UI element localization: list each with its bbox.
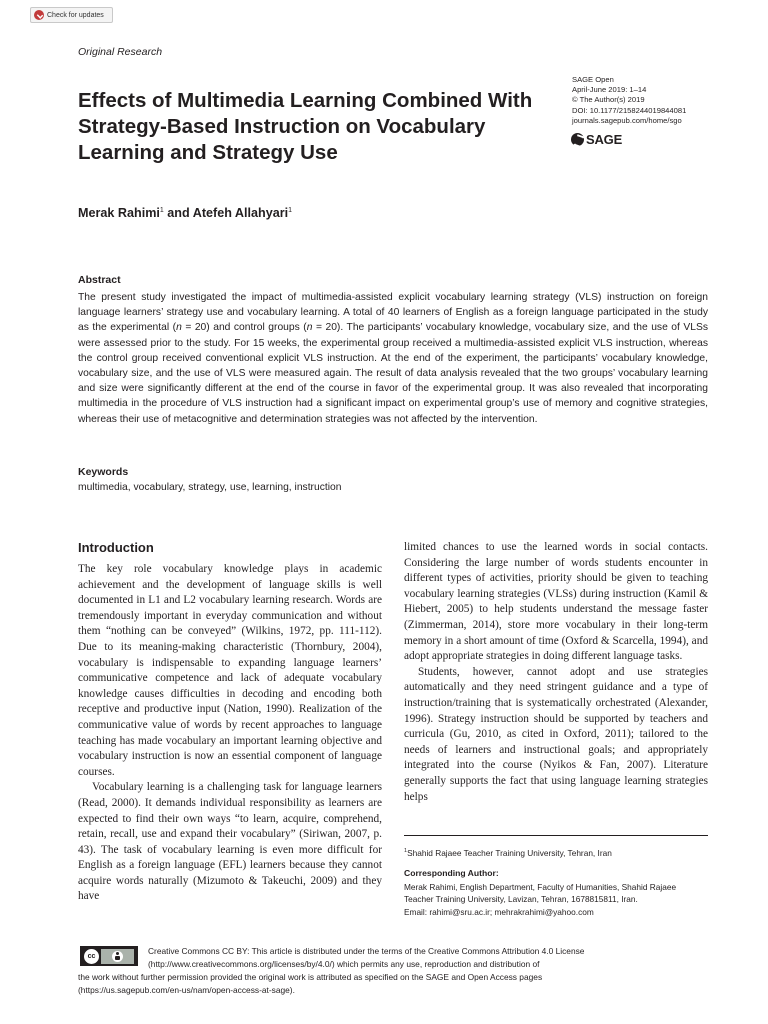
corresponding-line: Merak Rahimi, English Department, Faculty of Humanities, Shahid Rajaee <box>404 882 677 892</box>
keywords-text: multimedia, vocabulary, strategy, use, learning, instruction <box>78 482 342 493</box>
check-for-updates-icon <box>34 10 44 20</box>
journal-meta <box>572 75 752 126</box>
author-conjunction: and <box>163 206 193 220</box>
paragraph: Students, however, cannot adopt and use strategies automatically and they need stringent guidance and a type of instruction/training that is systematically orchestrated (Alexander, 1996). Strategy instruction should be supported by teachers and curricula (Gu, 2010, as cited in Oxford, 2011); tailored to the needs of learners and instructional goals; and appropriately integrated into the course (Nyikos & Fan, 2007). Literature generally supports the fact that using language learning strategies helps <box>404 665 708 803</box>
doi[interactable]: DOI: 10.1177/2158244019844081 <box>572 105 687 115</box>
affiliation-footnote <box>404 848 612 858</box>
paragraph: limited chances to use the learned words in social contacts. Considering the large number of words students encounter in different types of activities, priority should be given to teaching vocabulary learning strategies (VLSs) during instruction (Kamil & Hiebert, 2005) to help students understand the message faster (Zimmerman, 2014), store more vocabulary in their long-term memory in a short amount of time (Oxford & Scarcella, 1994), and adopt appropriate strategies in doing different language tasks. <box>404 541 708 663</box>
author-list <box>78 206 292 220</box>
affiliation-marker: 1 <box>159 206 164 214</box>
sage-logo-icon <box>571 133 584 146</box>
license-line[interactable]: (http://www.creativecommons.org/licenses/by/4.0/) which permits any use, reproduction and distribution of <box>148 959 540 969</box>
author-name: Atefeh Allahyari <box>192 206 289 220</box>
cc-icon: cc <box>84 949 99 964</box>
body-column-right <box>404 540 708 805</box>
abstract-heading: Abstract <box>78 274 121 286</box>
journal-issue: April-June 2019: 1–14 <box>572 85 647 95</box>
corresponding-author-heading: Corresponding Author: <box>404 868 499 878</box>
sage-logo <box>571 132 622 147</box>
corresponding-email[interactable]: Email: rahimi@sru.ac.ir; mehrakrahimi@yahoo.com <box>404 906 594 917</box>
license-line: the work without further permission provided the original work is attributed as specified on the SAGE and Open Access pages <box>78 972 543 982</box>
paragraph: The key role vocabulary knowledge plays in academic achievement and the development of language skills is well documented in L1 and L2 vocabulary learning research. Words are tremendously important in everyday communication and without them “nothing can be conveyed” (Wilkins, 1972, pp. 111-112). Due to its meaning-making characteristic (Thornbury, 2004), vocabulary is indispensable to expanding language learners’ communicative competence and lack of adequate vocabulary knowledge causes difficulties in decoding and encoding both receptive and productive input (Nation, 1990). Realization of the communicative value of words by recent approaches to language teaching has made vocabulary an important learning objective and vocabulary instruction is now an essential component of language courses. <box>78 563 382 778</box>
journal-name: SAGE Open <box>572 75 614 84</box>
section-label: Original Research <box>78 46 163 58</box>
body-column-left <box>78 562 382 905</box>
paragraph: Vocabulary learning is a challenging task for language learners (Read, 2000). It demands individual responsibility as learners are expected to find their own ways “to learn, acquire, comprehend, retain, recall, use and expand their vocabulary” (Siriwan, 2007, p. 43). The task of vocabulary learning is even more difficult for English as a foreign language (EFL) learners because they cannot acquire words naturally (Mizumoto & Takeuchi, 2009) and they have <box>78 781 382 903</box>
affiliation-marker: 1 <box>288 206 293 214</box>
corresponding-line: Teacher Training University, Lavizan, Tehran, 1678815811, Iran. <box>404 894 638 905</box>
footnote-divider <box>404 835 708 836</box>
keywords-heading: Keywords <box>78 466 129 478</box>
license-line: Creative Commons CC BY: This article is distributed under the terms of the Creative Commons Attribution 4.0 License <box>148 946 585 956</box>
check-for-updates-button[interactable] <box>30 7 113 23</box>
copyright: © The Author(s) 2019 <box>572 95 645 105</box>
corresponding-author-details <box>404 881 714 918</box>
abstract-text: The present study investigated the impact of multimedia-assisted explicit vocabulary learning strategy (VLS) instruction on foreign language learners’ strategy use and vocabulary learning. A total of 40 learners of English as a foreign language participated in the study as the experimental (n = 20) and control groups (n = 20). The participants’ vocabulary knowledge, vocabulary size, and the use of VLSs were assessed prior to the study. For 15 weeks, the experimental group received a multimedia-assisted explicit VLS instruction, whereas the control group received conventional explicit VLS instruction. At the end of the experiment, the participants’ vocabulary knowledge, vocabulary size, and the use of VLS were measured again. The result of data analysis revealed that the two groups’ vocabulary learning and size were significantly different at the end of the course in favor of the experimental group. It was also revealed that incorporating multimedia in the procedure of VLS instruction had a significant impact on experimental group’s use of memory and cognitive strategies, whereas their use of metacognitive and determination strategies was not affected by the intervention. <box>78 292 708 425</box>
license-statement <box>78 945 718 997</box>
affiliation-marker: 1 <box>404 848 408 855</box>
article-title: Effects of Multimedia Learning Combined With Strategy-Based Instruction on Vocabulary Learning and Strategy Use <box>78 89 533 164</box>
author-name: Merak Rahimi <box>78 206 160 220</box>
license-line[interactable]: (https://us.sagepub.com/en-us/nam/open-access-at-sage). <box>78 985 295 995</box>
introduction-heading: Introduction <box>78 540 154 555</box>
affiliation-text: Shahid Rajaee Teacher Training University, Tehran, Iran <box>407 848 612 858</box>
sage-logo-text: SAGE <box>586 132 623 147</box>
check-for-updates-label: Check for updates <box>47 11 104 19</box>
journal-url[interactable]: journals.sagepub.com/home/sgo <box>572 115 682 125</box>
